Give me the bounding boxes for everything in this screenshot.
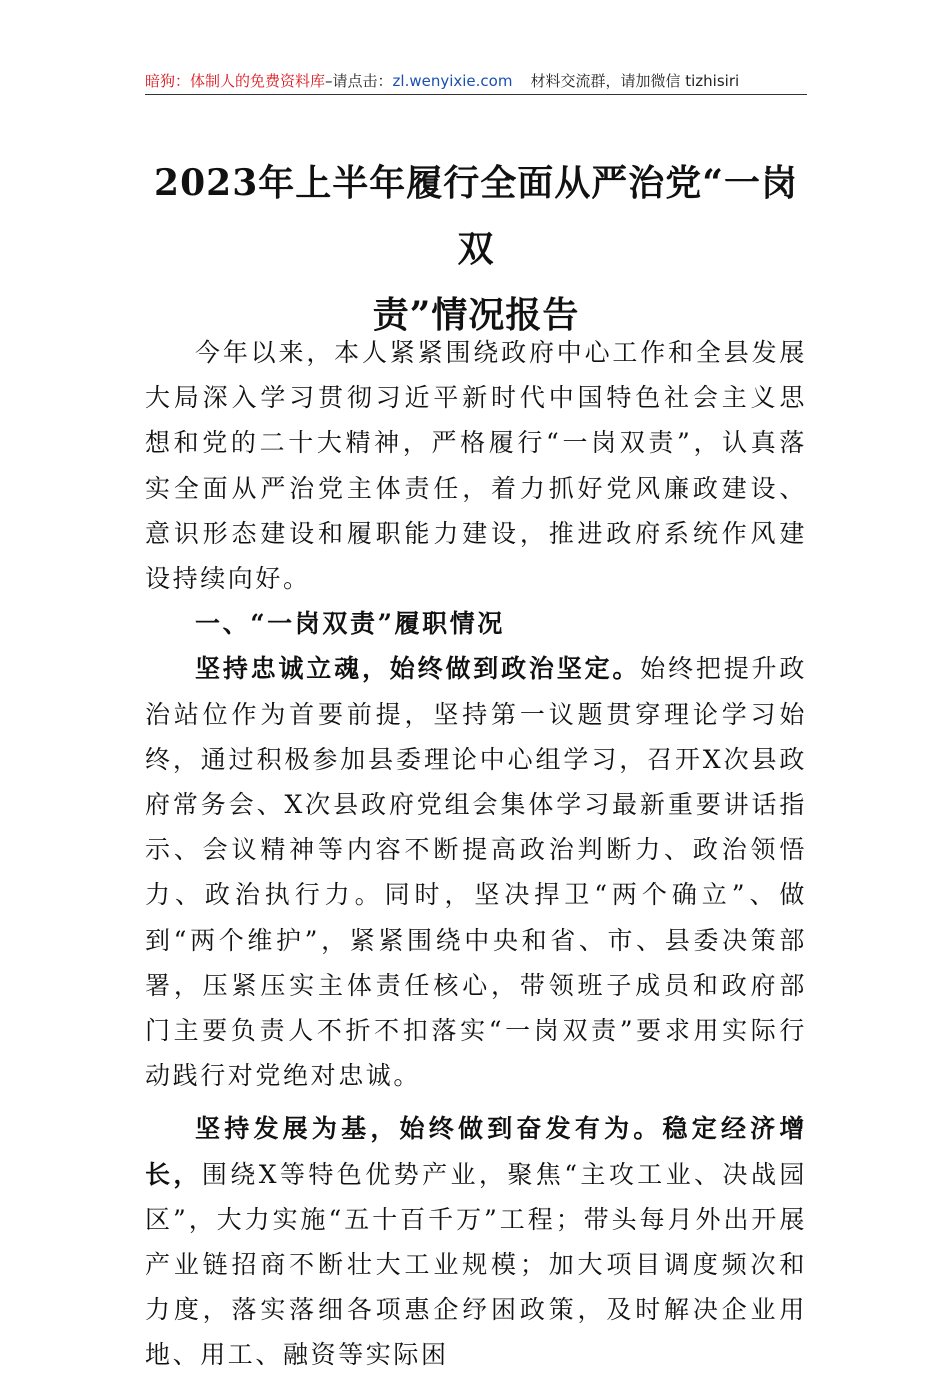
- paragraph-loyalty-text: 始终把提升政治站位作为首要前提，坚持第一议题贯穿理论学习始终，通过积极参加县委理论中心组学习，召开X次县政府常务会、X次县政府党组会集体学习最新重要讲话指示、会议精神等内容不断提高政治判断力、政治领悟力、政治执行力。同时，坚决捍卫“两个确立”、做到“两个维护”，紧紧围绕中央和省、市、县委决策部署，压紧压实主体责任核心，带领班子成员和政府部门主要负责人不折不扣落实“一岗双责”要求用实际行动践行对党绝对忠诚。: [145, 654, 807, 1091]
- header-url-link[interactable]: zl.wenyixie.com: [392, 72, 513, 90]
- title-line-1: 2023年上半年履行全面从严治党“一岗双: [154, 162, 798, 270]
- page-header: [145, 68, 807, 94]
- page-title: [145, 150, 807, 348]
- paragraph-loyalty: [145, 646, 807, 1098]
- paragraph-development: [145, 1106, 807, 1377]
- paragraph-development-text: 围绕X等特色优势产业，聚焦“主攻工业、决战园区”，大力实施“五十百千万”工程；带头每月外出开展产业链招商不断壮大工业规模；加大项目调度频次和力度，落实落细各项惠企纾困政策，及时解决企业用地、用工、融资等实际困: [145, 1159, 808, 1370]
- paragraph-loyalty-lead: 坚持忠诚立魂，始终做到政治坚定。: [195, 654, 641, 684]
- paragraph-development-lead: 坚持发展为基，始终做到奋发有为。稳定经济增长，: [145, 1114, 807, 1189]
- title-line-2: 责”情况报告: [372, 294, 580, 336]
- header-divider: [145, 94, 807, 95]
- header-click-prompt: –请点击：: [325, 72, 393, 90]
- header-contact: 材料交流群，请加微信 tizhisiri: [530, 72, 740, 90]
- section-heading: [145, 601, 807, 646]
- document-body: [145, 330, 807, 1378]
- intro-paragraph: 今年以来，本人紧紧围绕政府中心工作和全县发展大局深入学习贯彻习近平新时代中国特色社会主义思想和党的二十大精神，严格履行“一岗双责”，认真落实全面从严治党主体责任，着力抓好党风廉政建设、意识形态建设和履职能力建设，推进政府系统作风建设持续向好。: [145, 338, 807, 594]
- header-brand: 暗狗：体制人的免费资料库: [145, 72, 326, 90]
- section-heading-text: 一、“一岗双责”履职情况: [195, 609, 505, 639]
